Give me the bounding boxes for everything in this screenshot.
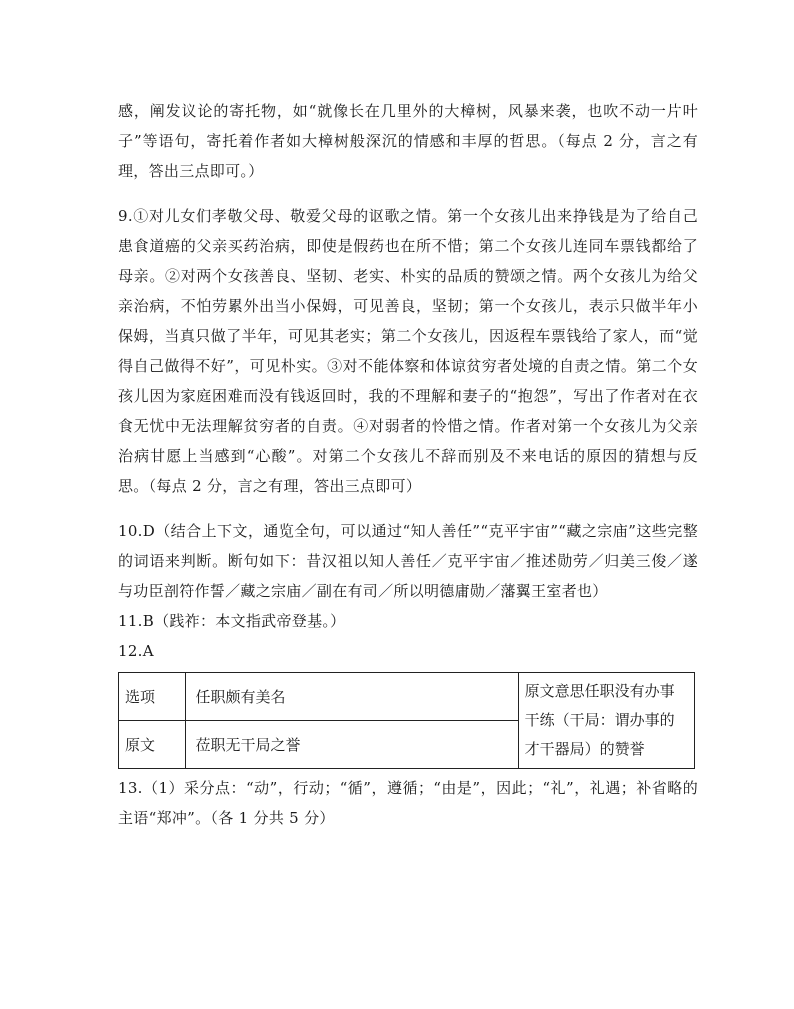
- spacer: [118, 501, 698, 516]
- answer-document: [118, 96, 698, 833]
- answer-11: 11.B（践祚：本文指武帝登基。）: [118, 612, 346, 630]
- answer-9: 9.①对儿女们孝敬父母、敬爱父母的讴歌之情。第一个女孩儿出来挣钱是为了给自己患食道癌的父亲买药治病，即使是假药也在所不惜；第二个女孩儿连同车票钱都给了母亲。②对两个女孩善良、坚韧、老实、朴实的品质的赞颂之情。两个女孩儿为给父亲治病，不怕劳累外出当小保姆，可见善良，坚韧；第一个女孩儿，表示只做半年小保姆，当真只做了半年，可见其老实；第二个女孩儿，因返程车票钱给了家人，而“觉得自己做得不好”，可见朴实。③对不能体察和体谅贫穷者处境的自责之情。第二个女孩儿因为家庭困难而没有钱返回时，我的不理解和妻子的“抱怨”，写出了作者对在衣食无忧中无法理解贫穷者的自责。④对弱者的怜惜之情。作者对第一个女孩儿为父亲治病甘愿上当感到“心酸”。对第二个女孩儿不辞而别及不来电话的原因的猜想与反思。（每点 2 分，言之有理，答出三点即可）: [118, 207, 698, 495]
- answer-13: 13.（1）采分点：“动”，行动；“循”，遵循；“由是”，因此；“礼”，礼遇；补省略的主语“郑冲”。（各 1 分共 5 分）: [118, 779, 698, 827]
- option-text-cell: 任职颇有美名: [185, 673, 518, 721]
- answer-12: 12.A: [118, 642, 154, 660]
- option-label-cell: 选项: [119, 673, 186, 721]
- table-row: [119, 673, 695, 721]
- original-label-cell: 原文: [119, 721, 186, 769]
- answer-12-table: [118, 672, 695, 769]
- spacer: [118, 186, 698, 201]
- explanation-cell: 原文意思任职没有办事干练（干局：谓办事的才干器局）的赞誉: [518, 673, 694, 769]
- answer-8-continued: 感，阐发议论的寄托物，如“就像长在几里外的大樟树，风暴来袭，也吹不动一片叶子”等语句，寄托着作者如大樟树般深沉的情感和丰厚的哲思。（每点 2 分，言之有理，答出三点即可。）: [118, 102, 698, 180]
- original-text-cell: 莅职无干局之誉: [185, 721, 518, 769]
- answer-10: 10.D（结合上下文，通览全句，可以通过“知人善任”“克平宇宙”“藏之宗庙”这些完整的词语来判断。断句如下：昔汉祖以知人善任／克平宇宙／推述勋劳／归美三俊／遂与功臣剖符作誓／藏之宗庙／副在有司／所以明德庸勋／藩翼王室者也）: [118, 522, 698, 600]
